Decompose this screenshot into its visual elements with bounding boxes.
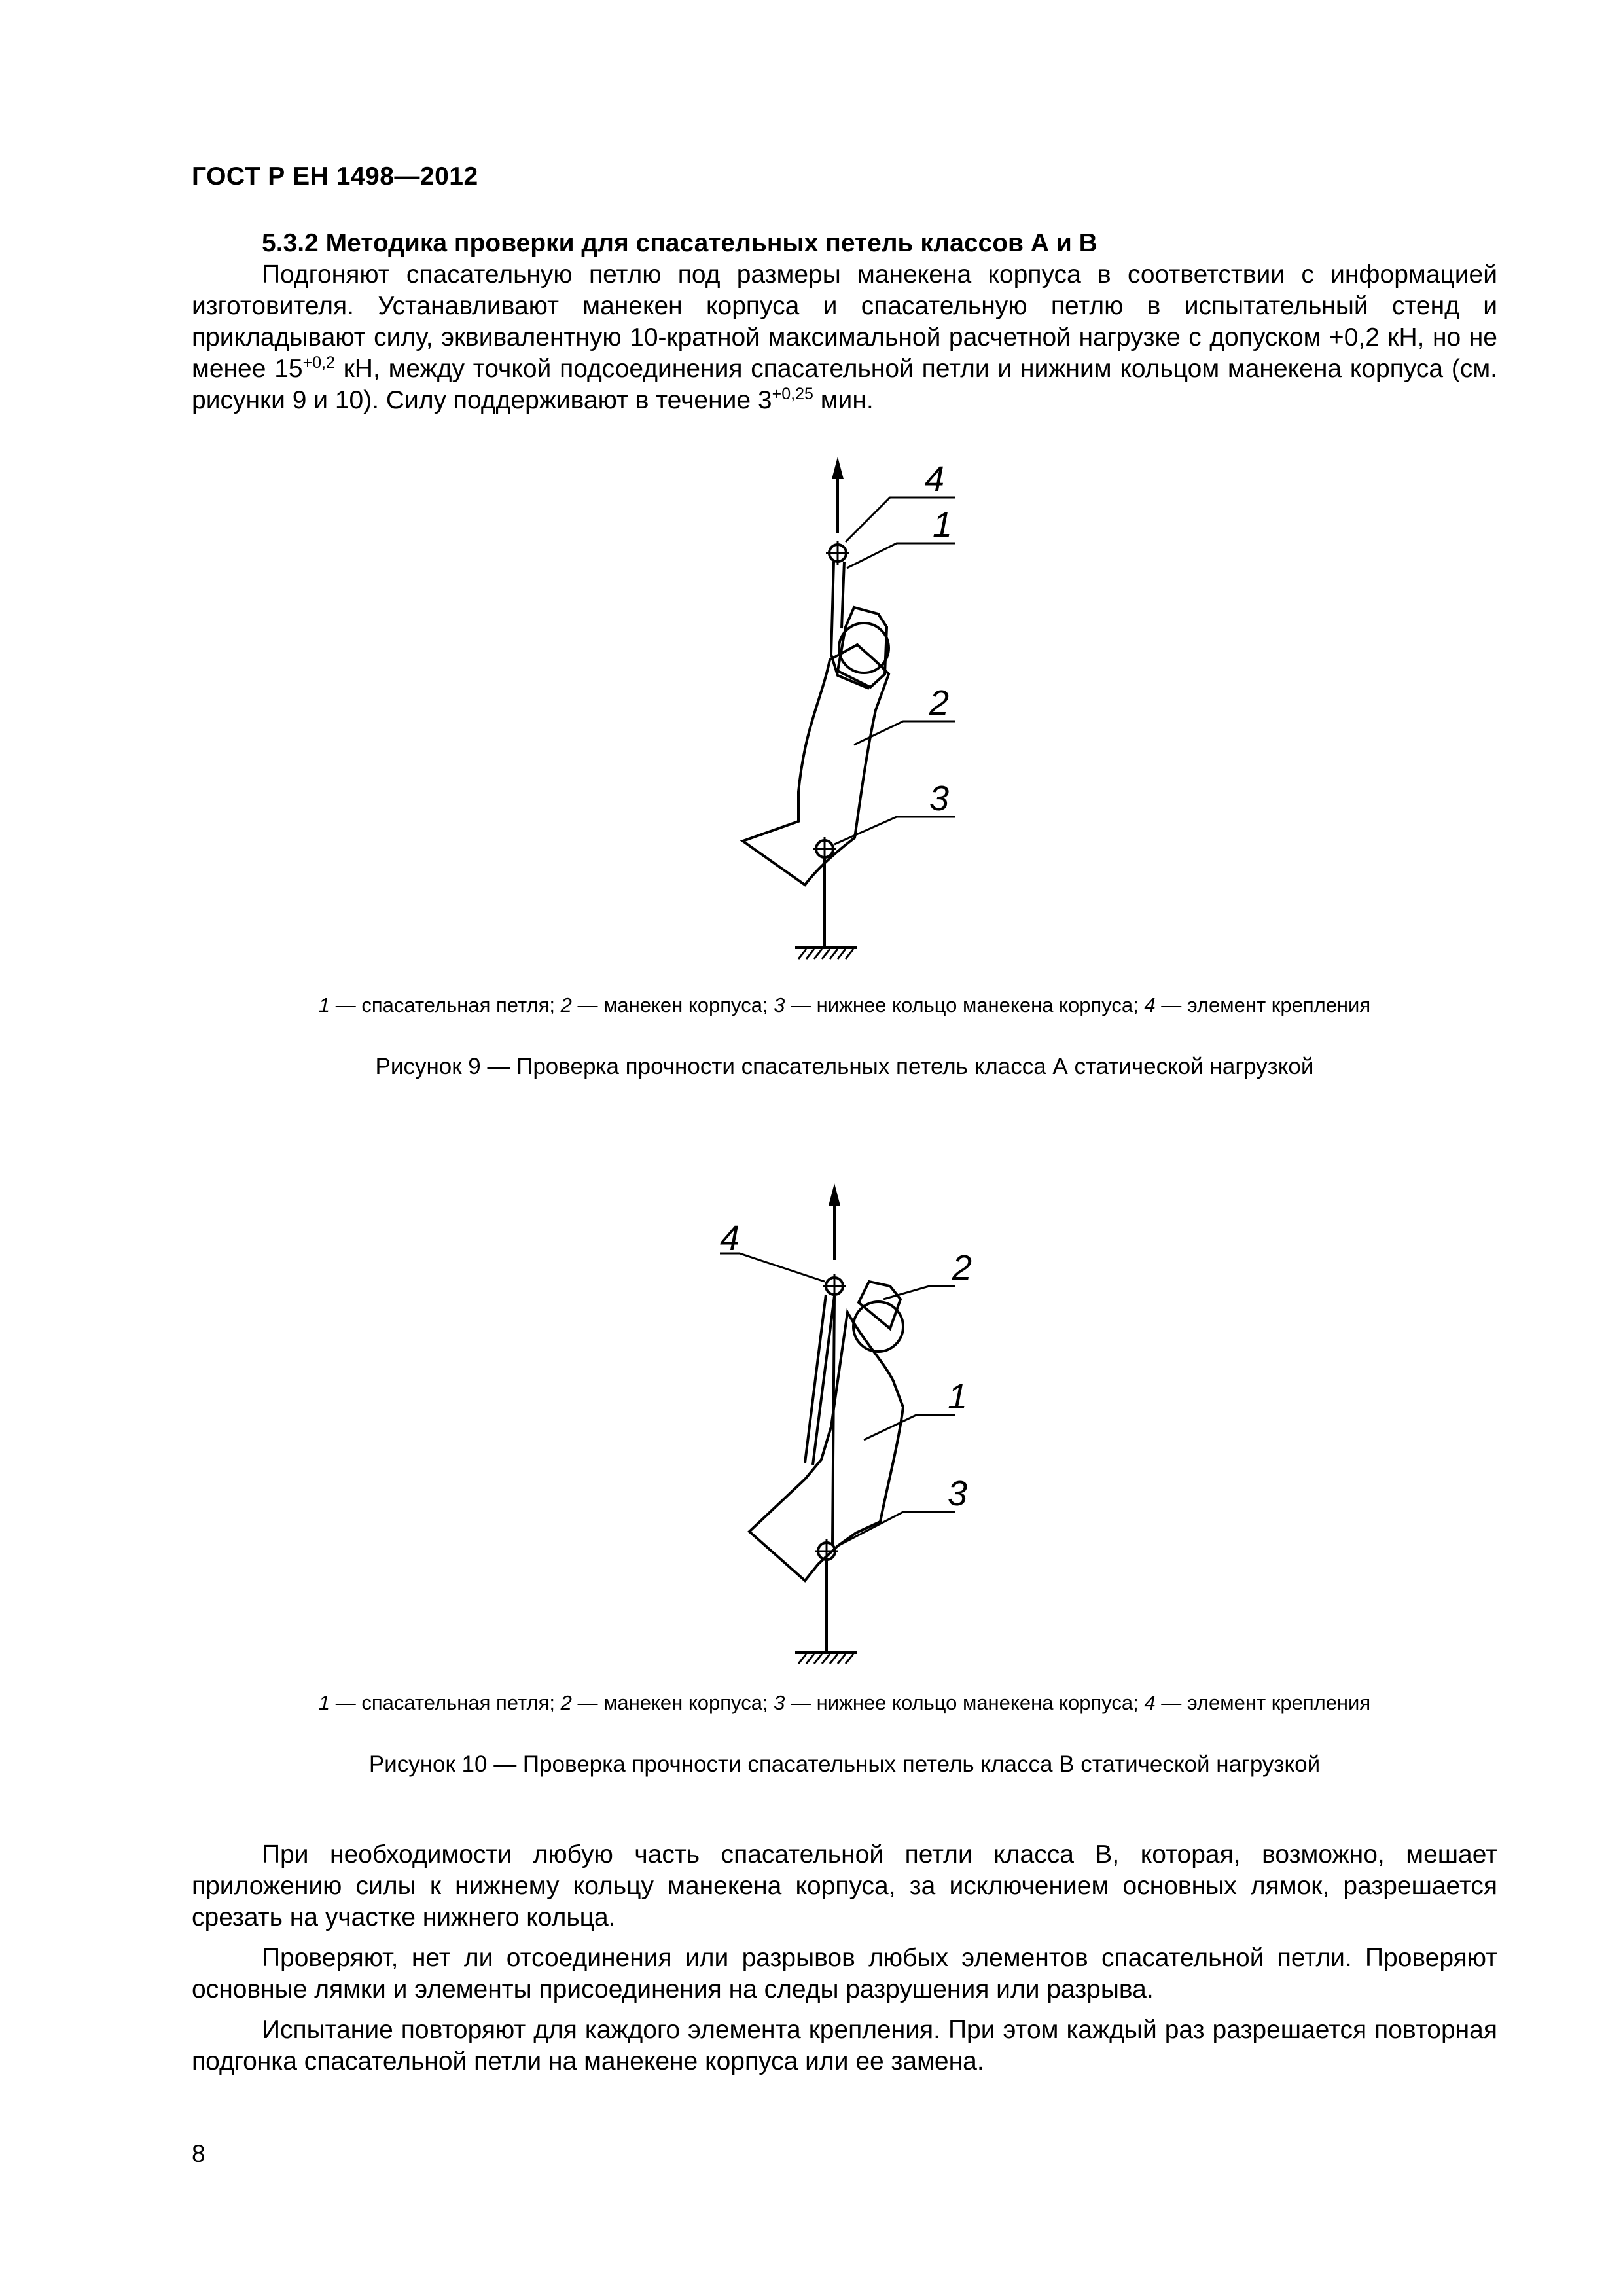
section-title: 5.3.2 Методика проверки для спасательных петель классов А и В (262, 229, 1097, 257)
rescue-loop-strap (805, 1295, 834, 1545)
figure-9-label-2: 2 (929, 683, 950, 723)
figure-10-label-4: 4 (720, 1219, 740, 1258)
force-arrow-head (829, 1183, 840, 1206)
figure-10-legend: 1 — спасательная петля; 2 — манекен корпуса; 3 — нижнее кольцо манекена корпуса; 4 — элемент крепления (318, 1691, 1371, 1714)
paragraph-check: Проверяют, нет ли отсоединения или разрывов любых элементов спасательной петли. Проверяют основные лямки и элементы присоединения на следы разрушения или разрыва. (192, 1944, 1497, 2003)
dummy-head (853, 1302, 903, 1352)
figure-9-label-3: 3 (929, 779, 950, 818)
paragraph-method: Подгоняют спасательную петлю под размеры манекена корпуса в соответствии с информацией изготовителя. Устанавливают манекен корпуса и спасательную петлю в испытательный стенд и прикладывают силу, эквивалентную 10-кратной максимальной расчетной нагрузке с допуском +0,2 кН, но не менее $15^{+0,2}$ кН, между точкой подсоединения спасательной петли и нижним кольцом манекена корпуса (см. рисунки 9 и 10). Силу поддерживают в течение $3^{+0,25}$ мин. (192, 260, 1498, 414)
figure-10-caption: Рисунок 10 — Проверка прочности спасательных петель класса В статической нагрузкой (368, 1751, 1321, 1777)
figure-10-label-2: 2 (952, 1248, 972, 1287)
figure-10-label-1: 1 (948, 1377, 968, 1416)
figure-9-label-1: 1 (933, 505, 953, 545)
paragraph-repeat: Испытание повторяют для каждого элемента крепления. При этом каждый раз разрешается повторная подгонка спасательной петли на манекене корпуса или ее замена. (192, 2016, 1497, 2075)
figure-9-caption: Рисунок 9 — Проверка прочности спасательных петель класса А статической нагрузкой (375, 1054, 1314, 1079)
figure-9-label-4: 4 (925, 459, 945, 499)
document-header: ГОСТ Р ЕН 1498—2012 (192, 162, 478, 190)
figure-9-legend: 1 — спасательная петля; 2 — манекен корпуса; 3 — нижнее кольцо манекена корпуса; 4 — элемент крепления (318, 994, 1371, 1016)
figure-9-drawing (707, 452, 1047, 975)
body-text (192, 1839, 1497, 2077)
dummy-head (839, 623, 889, 673)
paragraph-cut: При необходимости любую часть спасательной петли класса В, которая, возможно, мешает приложению силы к нижнему кольцу манекена корпуса, за исключением основных лямок, разрешается срезать на участке нижнего кольца. (192, 1840, 1497, 1931)
leader-lines (720, 1253, 955, 1546)
force-arrow-head (832, 457, 844, 479)
harness-upper (838, 607, 887, 687)
page-number: 8 (192, 2140, 205, 2167)
figure-10-label-3: 3 (948, 1474, 968, 1513)
intro-text (192, 228, 1497, 416)
figure-10-drawing (707, 1172, 1047, 1682)
